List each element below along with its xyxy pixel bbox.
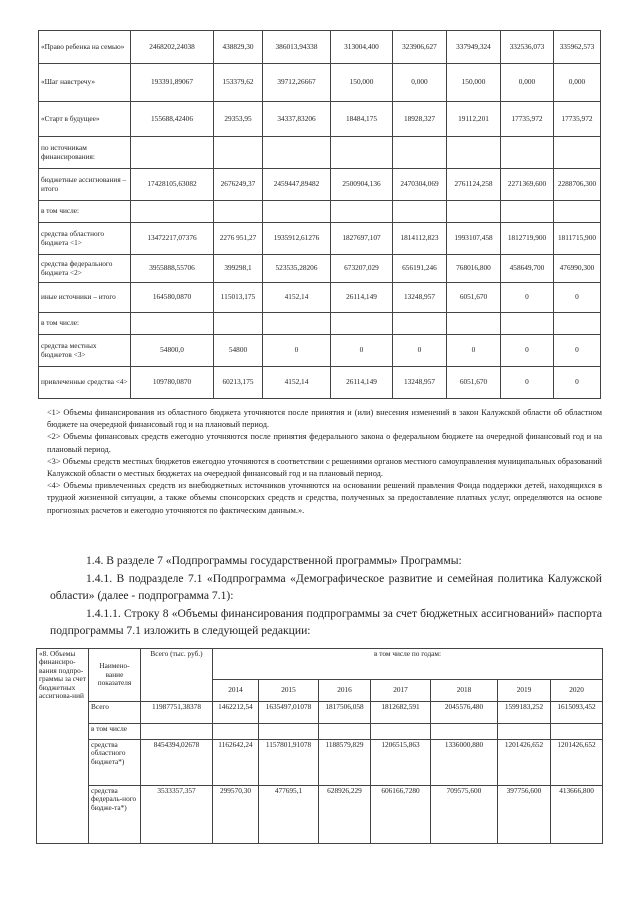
- cell-value: 0,000: [501, 64, 554, 102]
- subprogram-funding-table: [36, 648, 603, 844]
- cell-value: [331, 201, 393, 223]
- row-label: средства областного бюджета*): [89, 739, 141, 785]
- cell-value: [371, 723, 431, 739]
- cell-value: 2459447,89482: [263, 169, 331, 201]
- cell-value: 2276 951,27: [214, 223, 263, 255]
- cell-value: 1812719,900: [501, 223, 554, 255]
- cell-value: [131, 137, 214, 169]
- cell-value: 397756,600: [498, 785, 551, 843]
- cell-value: 0: [554, 367, 601, 399]
- cell-value: 0,000: [554, 64, 601, 102]
- row-label: бюджетные ассигнования – итого: [39, 169, 131, 201]
- cell-value: 1162642,24: [213, 739, 259, 785]
- cell-value: 0: [554, 283, 601, 313]
- table-row: [39, 201, 601, 223]
- cell-value: 2468202,24038: [131, 31, 214, 64]
- cell-value: 0: [501, 335, 554, 367]
- cell-value: 476990,300: [554, 255, 601, 283]
- cell-value: 1993107,458: [447, 223, 501, 255]
- row-label: средства федерального бюджета <2>: [39, 255, 131, 283]
- footnote-2: <2> Объемы финансовых средств ежегодно уточняются после принятия федерального закона о федеральном бюджете на очередной финансовый год и на плановый период.: [47, 432, 602, 454]
- table-row: [39, 335, 601, 367]
- cell-value: [501, 313, 554, 335]
- table-row: [37, 739, 603, 785]
- cell-value: 323906,627: [393, 31, 447, 64]
- cell-value: 150,000: [447, 64, 501, 102]
- table-row: [39, 169, 601, 201]
- cell-value: [431, 723, 498, 739]
- cell-value: 4152,14: [263, 367, 331, 399]
- footnote-4: <4> Объемы привлеченных средств из внебюджетных источников уточняются на основании решений правления Фонда поддержки детей, находящихся в трудной жизненной ситуации, а также объемы спонсорских средств и средства, полученных за предоставление платных услуг, определяются на основе прогнозных расчетов и ежегодно уточняются по фактическим данным.».: [47, 481, 602, 515]
- footnote-1: <1> Объемы финансирования из областного бюджета уточняются после принятия и (или) внесения изменений в закон Калужской области об областном бюджете на очередной финансовый год и на плановый период.: [47, 408, 602, 430]
- cell-value: [501, 137, 554, 169]
- table-row: [39, 137, 601, 169]
- cell-value: 60213,175: [214, 367, 263, 399]
- cell-value: 1462212,54: [213, 701, 259, 723]
- cell-value: 458649,700: [501, 255, 554, 283]
- cell-value: [393, 201, 447, 223]
- footnote-3: <3> Объемы средств местных бюджетов ежегодно уточняются в соответствии с решениями органов местного самоуправления муниципальных образований Калужской области о местных бюджетах на очередной финансовый год и на плановый период.: [47, 456, 602, 479]
- cell-value: 0: [263, 335, 331, 367]
- cell-value: 335962,573: [554, 31, 601, 64]
- cell-value: 438829,30: [214, 31, 263, 64]
- cell-value: [498, 723, 551, 739]
- cell-value: 1206515,863: [371, 739, 431, 785]
- year-header: 2014: [213, 679, 259, 701]
- cell-value: [263, 201, 331, 223]
- row-title: «8. Объемы финансиро-вания подпро-граммы за счет бюджетных ассигнова-ний: [37, 649, 89, 702]
- cell-value: 26114,149: [331, 367, 393, 399]
- table-row: [39, 283, 601, 313]
- row-label: «Шаг навстречу»: [39, 64, 131, 102]
- table-row: [39, 64, 601, 102]
- cell-value: [263, 313, 331, 335]
- cell-value: 18484,175: [331, 102, 393, 137]
- year-header: 2015: [259, 679, 319, 701]
- cell-value: 523535,28206: [263, 255, 331, 283]
- cell-value: 150,000: [331, 64, 393, 102]
- cell-value: 0: [554, 335, 601, 367]
- cell-value: 2271369,600: [501, 169, 554, 201]
- row-title-continuation: [37, 723, 89, 739]
- cell-value: 1635497,01078: [259, 701, 319, 723]
- year-header: 2018: [431, 679, 498, 701]
- cell-value: [393, 313, 447, 335]
- row-title-continuation: [37, 739, 89, 785]
- cell-value: 313004,400: [331, 31, 393, 64]
- cell-value: 13472217,07376: [131, 223, 214, 255]
- cell-value: [214, 201, 263, 223]
- cell-value: 11987751,38378: [141, 701, 213, 723]
- cell-value: 1827697,107: [331, 223, 393, 255]
- cell-value: 6051,670: [447, 367, 501, 399]
- cell-value: 2470304,069: [393, 169, 447, 201]
- cell-value: [213, 723, 259, 739]
- cell-value: [447, 137, 501, 169]
- cell-value: 673207,029: [331, 255, 393, 283]
- cell-value: 2676249,37: [214, 169, 263, 201]
- cell-value: [331, 137, 393, 169]
- table-row: [39, 367, 601, 399]
- cell-value: 332536,073: [501, 31, 554, 64]
- cell-value: 1817506,058: [319, 701, 371, 723]
- cell-value: [214, 137, 263, 169]
- cell-value: [214, 313, 263, 335]
- row-title-continuation: [37, 701, 89, 723]
- cell-value: 1812682,591: [371, 701, 431, 723]
- table-row: [37, 785, 603, 843]
- cell-value: 1811715,900: [554, 223, 601, 255]
- cell-value: 1336000,880: [431, 739, 498, 785]
- cell-value: [551, 723, 603, 739]
- cell-value: 2288706,300: [554, 169, 601, 201]
- cell-value: 115013,175: [214, 283, 263, 313]
- cell-value: 34337,83206: [263, 102, 331, 137]
- cell-value: 2761124,258: [447, 169, 501, 201]
- table-row: [37, 723, 603, 739]
- row-label: в том числе:: [39, 313, 131, 335]
- cell-value: 19112,201: [447, 102, 501, 137]
- cell-value: [393, 137, 447, 169]
- cell-value: 17735,972: [501, 102, 554, 137]
- cell-value: [331, 313, 393, 335]
- cell-value: [501, 201, 554, 223]
- funding-sources-table: [38, 30, 601, 399]
- year-header: 2020: [551, 679, 603, 701]
- cell-value: 0: [501, 367, 554, 399]
- cell-value: 1201426,652: [498, 739, 551, 785]
- cell-value: 606166,7280: [371, 785, 431, 843]
- cell-value: 656191,246: [393, 255, 447, 283]
- cell-value: 1935912,61276: [263, 223, 331, 255]
- cell-value: [131, 201, 214, 223]
- row-label: «Право ребенка на семью»: [39, 31, 131, 64]
- cell-value: 164580,0870: [131, 283, 214, 313]
- cell-value: 155688,42406: [131, 102, 214, 137]
- cell-value: 299570,30: [213, 785, 259, 843]
- row-label: средства местных бюджетов <3>: [39, 335, 131, 367]
- cell-value: 386013,94338: [263, 31, 331, 64]
- row-label: в том числе: [89, 723, 141, 739]
- col-header-years: в том числе по годам:: [213, 649, 603, 680]
- row-label: в том числе:: [39, 201, 131, 223]
- row-label: привлеченные средства <4>: [39, 367, 131, 399]
- cell-value: 29353,95: [214, 102, 263, 137]
- row-label: средства федераль-ного бюдже-та*): [89, 785, 141, 843]
- cell-value: [131, 313, 214, 335]
- cell-value: 13248,957: [393, 283, 447, 313]
- cell-value: 109780,0870: [131, 367, 214, 399]
- year-header: 2017: [371, 679, 431, 701]
- row-label: Всего: [89, 701, 141, 723]
- cell-value: 17735,972: [554, 102, 601, 137]
- cell-value: 709575,600: [431, 785, 498, 843]
- cell-value: 2045576,480: [431, 701, 498, 723]
- cell-value: 0: [331, 335, 393, 367]
- cell-value: 0,000: [393, 64, 447, 102]
- cell-value: 3955888,55706: [131, 255, 214, 283]
- cell-value: 1188579,829: [319, 739, 371, 785]
- cell-value: 8454394,02678: [141, 739, 213, 785]
- cell-value: 1157801,91078: [259, 739, 319, 785]
- cell-value: 4152,14: [263, 283, 331, 313]
- paragraph-1-4: 1.4. В разделе 7 «Подпрограммы государственной программы» Программы:: [86, 554, 462, 567]
- cell-value: [554, 201, 601, 223]
- cell-value: [259, 723, 319, 739]
- table-row: [39, 31, 601, 64]
- cell-value: 18928,327: [393, 102, 447, 137]
- row-title-continuation: [37, 785, 89, 843]
- col-header-name: Наимено-вание показателя: [89, 649, 141, 702]
- cell-value: [319, 723, 371, 739]
- cell-value: [263, 137, 331, 169]
- cell-value: 193391,89067: [131, 64, 214, 102]
- cell-value: 54800: [214, 335, 263, 367]
- cell-value: 1615093,452: [551, 701, 603, 723]
- cell-value: [141, 723, 213, 739]
- cell-value: 768016,800: [447, 255, 501, 283]
- row-label: средства областного бюджета <1>: [39, 223, 131, 255]
- body-text: [50, 552, 602, 640]
- cell-value: [554, 313, 601, 335]
- cell-value: 2500904,136: [331, 169, 393, 201]
- cell-value: 54800,0: [131, 335, 214, 367]
- cell-value: 0: [447, 335, 501, 367]
- year-header: 2016: [319, 679, 371, 701]
- cell-value: 3533357,357: [141, 785, 213, 843]
- cell-value: [447, 201, 501, 223]
- cell-value: 17428105,63082: [131, 169, 214, 201]
- cell-value: 13248,957: [393, 367, 447, 399]
- cell-value: 26114,149: [331, 283, 393, 313]
- cell-value: 1201426,652: [551, 739, 603, 785]
- cell-value: 1814112,823: [393, 223, 447, 255]
- table-row: [39, 223, 601, 255]
- cell-value: 337949,324: [447, 31, 501, 64]
- cell-value: 0: [393, 335, 447, 367]
- row-label: «Старт в будущее»: [39, 102, 131, 137]
- year-header: 2019: [498, 679, 551, 701]
- cell-value: [554, 137, 601, 169]
- table-row: [39, 255, 601, 283]
- cell-value: 399298,1: [214, 255, 263, 283]
- cell-value: 1599183,252: [498, 701, 551, 723]
- cell-value: 153379,62: [214, 64, 263, 102]
- row-label: иные источники – итого: [39, 283, 131, 313]
- col-header-total: Всего (тыс. руб.): [141, 649, 213, 702]
- cell-value: 39712,26667: [263, 64, 331, 102]
- footnotes: [47, 407, 602, 517]
- cell-value: [447, 313, 501, 335]
- cell-value: 628926,229: [319, 785, 371, 843]
- table-row: [39, 313, 601, 335]
- cell-value: 6051,670: [447, 283, 501, 313]
- table-row: [39, 102, 601, 137]
- row-label: по источникам финансирования:: [39, 137, 131, 169]
- paragraph-1-4-1-1: 1.4.1.1. Строку 8 «Объемы финансирования подпрограммы за счет бюджетных ассигнований» паспорта подпрограммы 7.1 изложить в следующей редакции:: [50, 606, 602, 638]
- cell-value: 0: [501, 283, 554, 313]
- table-row: [37, 701, 603, 723]
- cell-value: 477695,1: [259, 785, 319, 843]
- cell-value: 413666,800: [551, 785, 603, 843]
- paragraph-1-4-1: 1.4.1. В подразделе 7.1 «Подпрограмма «Демографическое развитие и семейная политика Калужской области» (далее - подпрограмма 7.1):: [50, 571, 602, 603]
